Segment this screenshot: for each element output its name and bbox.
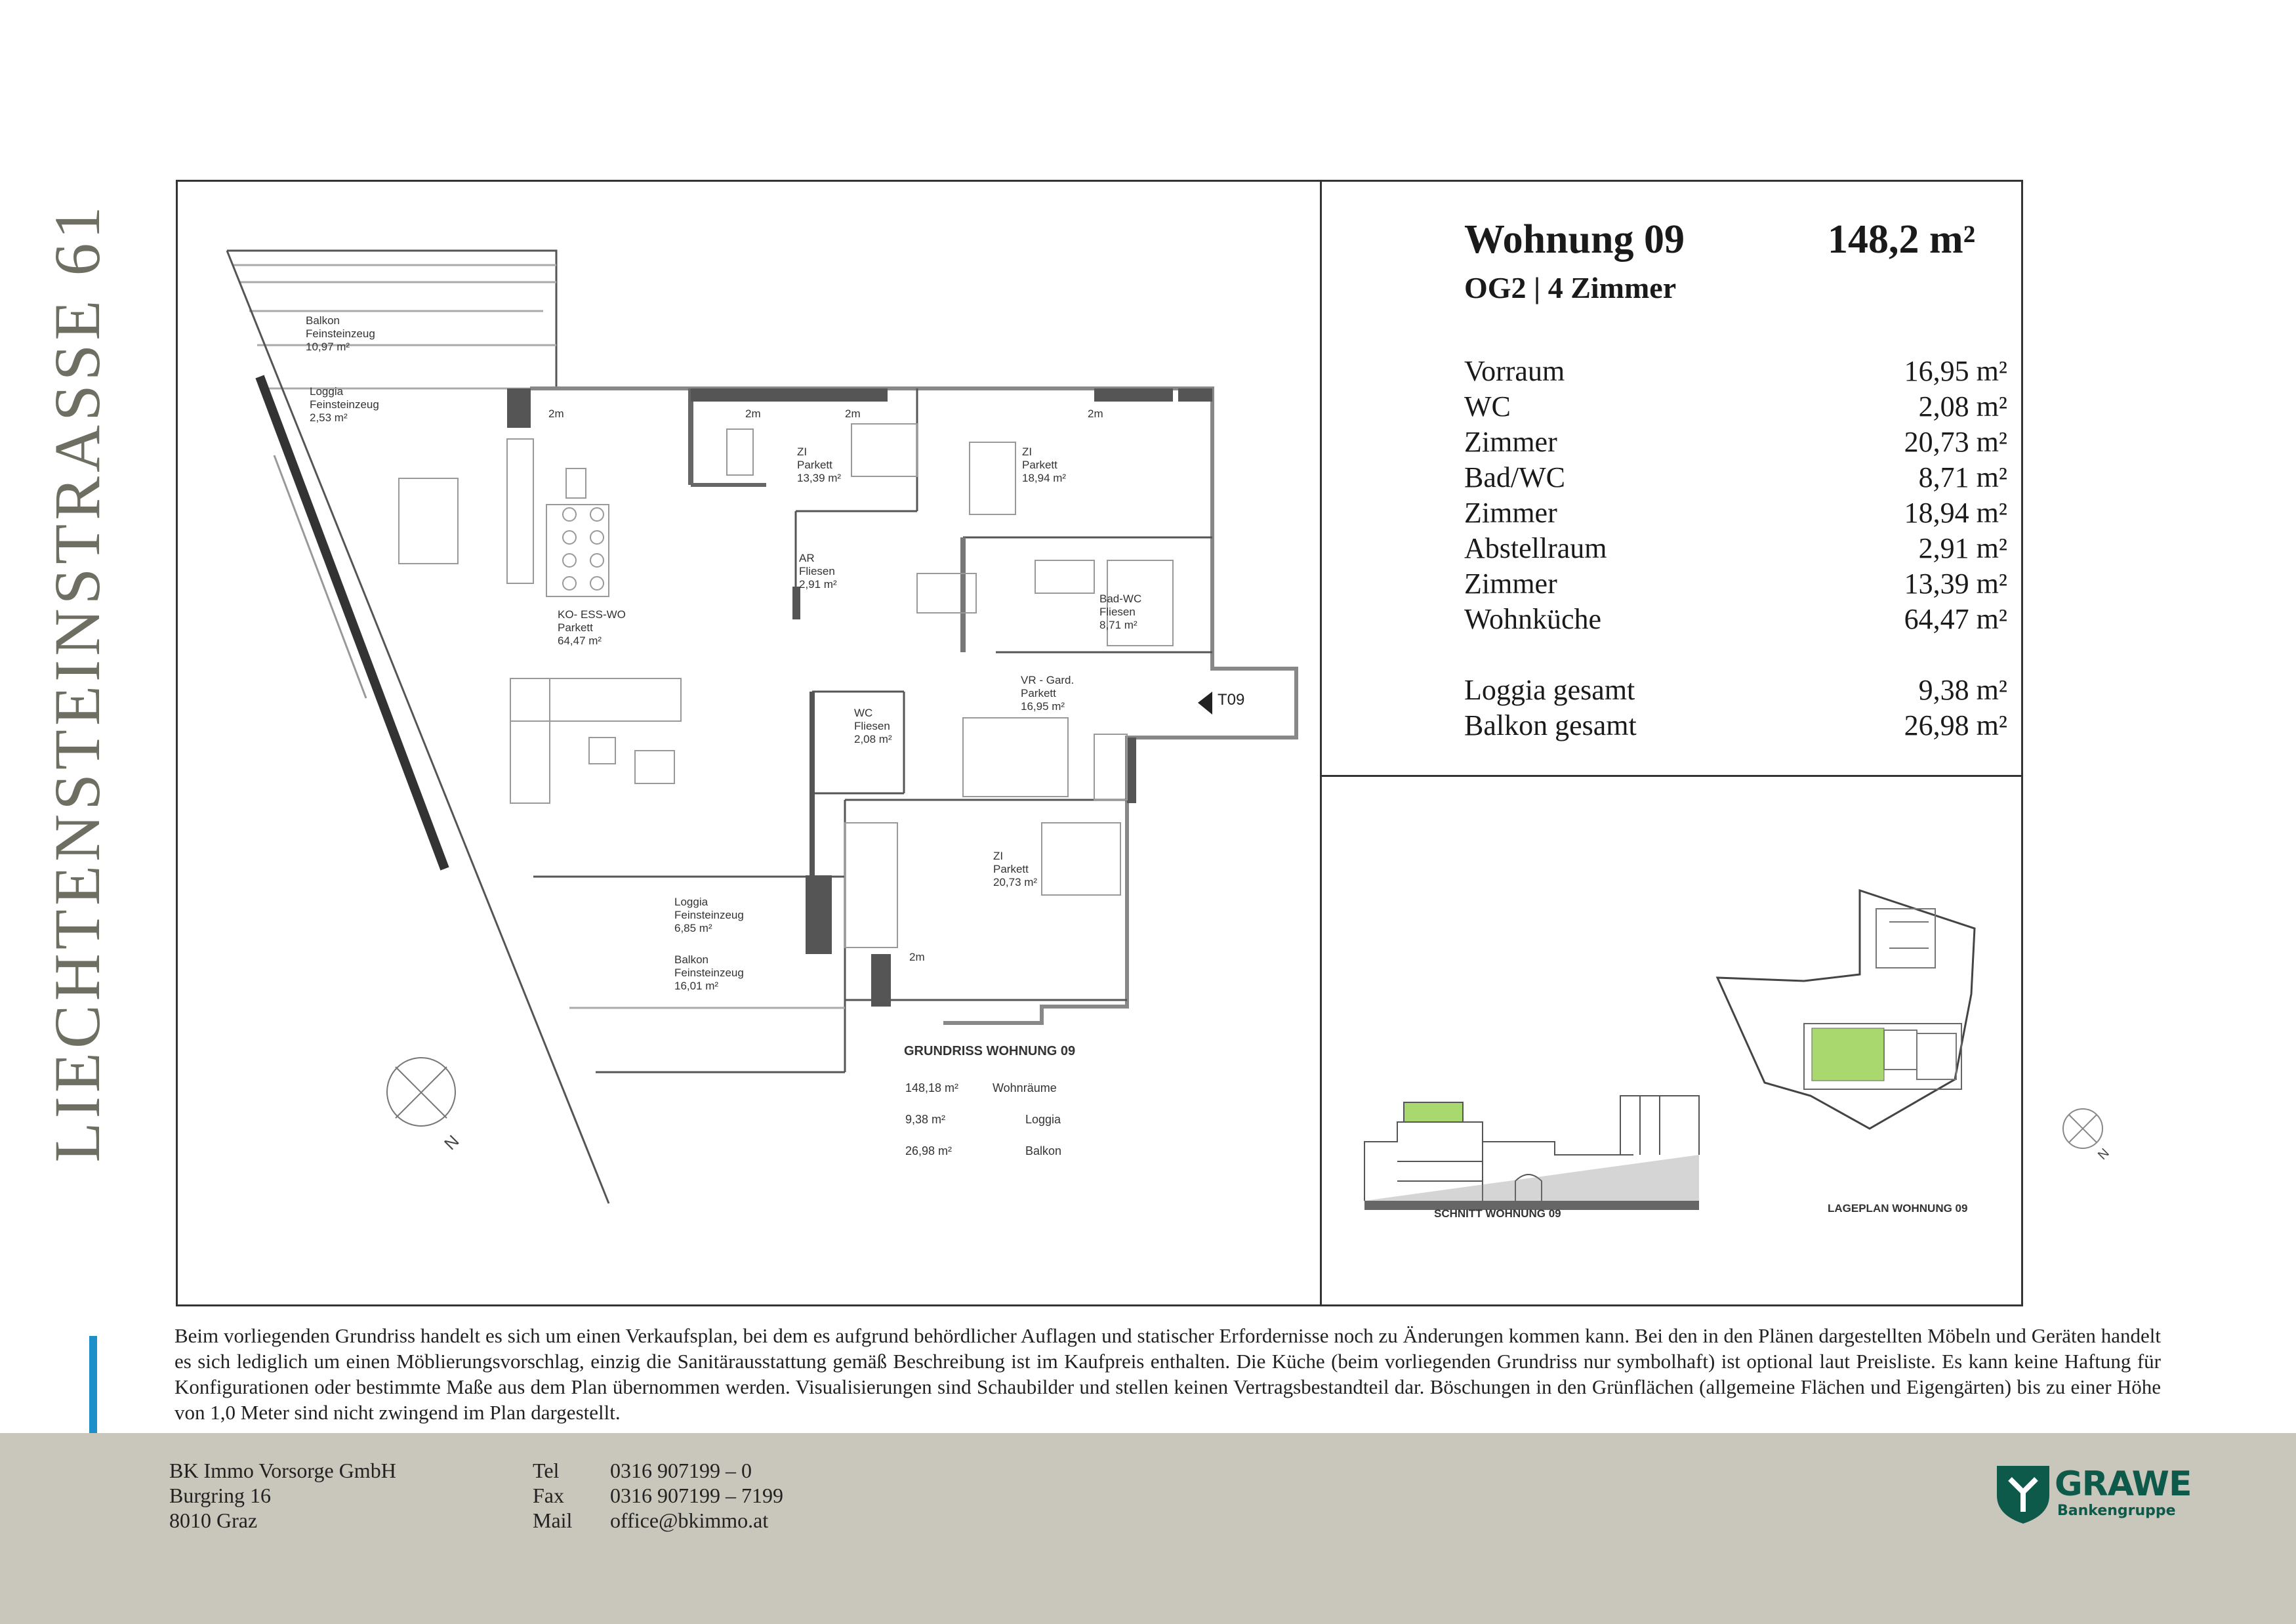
contact-email[interactable]: office@bkimmo.at (610, 1509, 769, 1532)
room-area: 2,08 m² (1918, 390, 2007, 423)
total-name: Balkon gesamt (1464, 709, 1637, 741)
dim-label: 2m (745, 407, 761, 420)
dim-label: 2m (548, 407, 564, 420)
grawe-logo-icon (1990, 1459, 2056, 1525)
total-name: Loggia gesamt (1464, 674, 1635, 706)
room-row (1464, 496, 2007, 531)
entrance-tag: T09 (1218, 691, 1245, 709)
room-name: WC (1464, 390, 1511, 423)
legend-area: 9,38 m² (905, 1113, 946, 1126)
north-arrow-icon (387, 1058, 455, 1126)
total-row (1464, 673, 2007, 709)
contact-label-fax: Fax (533, 1484, 564, 1507)
room-label-bad: Bad-WC Fliesen 8,71 m² (1099, 593, 1142, 631)
room-row (1464, 354, 2007, 390)
room-name: Wohnküche (1464, 603, 1602, 635)
room-name: Bad/WC (1464, 461, 1565, 493)
site-caption: LAGEPLAN WOHNUNG 09 (1828, 1202, 1968, 1215)
room-area: 2,91 m² (1918, 532, 2007, 564)
room-label-zi-1894: ZI Parkett 18,94 m² (1022, 446, 1067, 484)
apartment-area: 148,2 m² (1828, 217, 1976, 262)
floor-plan (176, 180, 1320, 1306)
total-row (1464, 709, 2007, 744)
legend-area: 26,98 m² (905, 1144, 953, 1157)
apartment-subtitle: OG2 | 4 Zimmer (1464, 271, 1677, 304)
room-area: 18,94 m² (1904, 497, 2007, 529)
total-area: 9,38 m² (1918, 674, 2007, 706)
room-name: Vorraum (1464, 355, 1565, 387)
logo-subtext: Bankengruppe (2057, 1503, 2176, 1519)
company-block (169, 1458, 396, 1533)
dim-label: 2m (1088, 407, 1103, 420)
legend-label: Balkon (1025, 1144, 1062, 1157)
logo-text: GRAWE (2055, 1465, 2192, 1504)
room-row (1464, 531, 2007, 567)
total-area: 26,98 m² (1904, 709, 2007, 741)
contact-phone: 0316 907199 – 0 (610, 1459, 752, 1482)
company-name: BK Immo Vorsorge GmbH (169, 1459, 396, 1482)
room-label-wc: WC Fliesen 2,08 m² (854, 707, 892, 745)
company-city: 8010 Graz (169, 1509, 258, 1532)
room-row (1464, 602, 2007, 638)
legend-label: Wohnräume (993, 1081, 1057, 1094)
north-label: N (440, 1131, 463, 1154)
room-label-zi-1339: ZI Parkett 13,39 m² (797, 446, 842, 484)
contact-label-tel: Tel (533, 1459, 560, 1482)
room-row (1464, 390, 2007, 425)
plan-legend-title: GRUNDRISS WOHNUNG 09 (904, 1044, 1076, 1058)
dim-label: 2m (909, 951, 925, 963)
room-label-loggia-bottom: Loggia Feinsteinzeug 6,85 m² (674, 896, 744, 934)
apartment-title: Wohnung 09 (1464, 217, 1685, 262)
legend-area: 148,18 m² (905, 1081, 959, 1094)
room-name: Abstellraum (1464, 532, 1607, 564)
contact-values (610, 1458, 783, 1533)
room-area: 13,39 m² (1904, 568, 2007, 600)
section-drawing (1358, 1076, 1706, 1220)
contact-fax: 0316 907199 – 7199 (610, 1484, 783, 1507)
room-area: 64,47 m² (1904, 603, 2007, 635)
room-label-zi-2073: ZI Parkett 20,73 m² (993, 850, 1038, 888)
section-caption: SCHNITT WOHNUNG 09 (1434, 1207, 1561, 1220)
site-north-label: N (2095, 1146, 2112, 1163)
room-area: 8,71 m² (1918, 461, 2007, 493)
company-street: Burgring 16 (169, 1484, 271, 1507)
room-label-vr: VR - Gard. Parkett 16,95 m² (1021, 674, 1075, 713)
room-area: 20,73 m² (1904, 426, 2007, 458)
room-label-balkon-top: Balkon Feinsteinzeug 10,97 m² (306, 314, 375, 353)
room-label-balkon-bottom: Balkon Feinsteinzeug 16,01 m² (674, 953, 744, 992)
room-row (1464, 425, 2007, 461)
room-row (1464, 461, 2007, 496)
street-title: LIECHTENSTEINSTRASSE 61 (41, 202, 113, 1163)
dim-label: 2m (845, 407, 861, 420)
room-label-ar: AR Fliesen 2,91 m² (799, 552, 837, 591)
site-plan (1712, 883, 2007, 1145)
room-name: Zimmer (1464, 497, 1557, 529)
room-area: 16,95 m² (1904, 355, 2007, 387)
room-row (1464, 567, 2007, 602)
legend-label: Loggia (1025, 1113, 1061, 1126)
disclaimer-text: Beim vorliegenden Grundriss handelt es sich um einen Verkaufsplan, bei dem es aufgrund behördlicher Auflagen und statischer Erfordernisse noch zu Änderungen kommen kann. Bei den in den Plänen dargestellten Möbeln und Geräten handelt es sich lediglich um einen Möblierungsvorschlag, einzig die Sanitärausstattung gemäß Beschreibung ist im Kaufpreis enthalten. Die Küche (beim vorliegenden Grundriss nur symbolhaft) ist optional laut Preisliste. Es kann keine Haftung für Konfigurationen oder bestimmte Maße aus dem Plan übernommen werden. Visualisierungen sind Schaubilder und stellen keinen Vertragsbestandteil dar. Böschungen in den Grünflächen (allgemeine Flächen und Eigengärten) bis zu einer Höhe von 1,0 Meter sind nicht zwingend im Plan dargestellt. (174, 1324, 2161, 1424)
frame-divider-horizontal (1320, 775, 2023, 777)
contact-label-mail: Mail (533, 1509, 573, 1532)
contact-labels (533, 1458, 572, 1533)
room-label-ko-ess-wo: KO- ESS-WO Parkett 64,47 m² (558, 608, 626, 647)
room-name: Zimmer (1464, 568, 1557, 600)
room-label-loggia-top: Loggia Feinsteinzeug 2,53 m² (310, 385, 379, 424)
room-name: Zimmer (1464, 426, 1557, 458)
frame-divider-vertical (1320, 180, 1322, 1306)
